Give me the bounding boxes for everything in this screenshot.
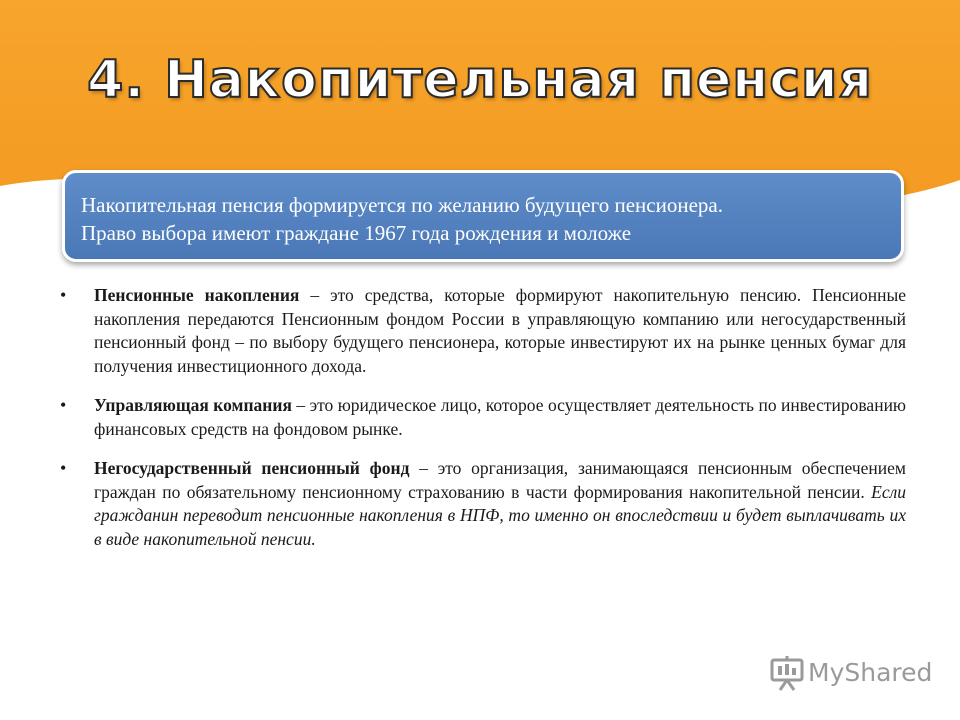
bullet-dot-icon: • — [60, 458, 67, 478]
definition-text: – это юридическое лицо, которое осуществляет деятельность по инвестированию финансовых средств на фондовом рынке. — [94, 395, 907, 439]
callout-box — [62, 170, 904, 262]
definition-note: Если гражданин переводит пенсионные накопления в НПФ, то именно он впоследствии и будет выплачивать их в виде накопительной пенсии. — [94, 481, 906, 549]
definition-pension-savings — [60, 284, 906, 378]
definition-text: – это организация, занимающаяся пенсионным обеспечением граждан по обязательному пенсионному страхованию в части формирования накопительной пенсии. — [94, 458, 906, 502]
presentation-board-icon — [770, 656, 804, 692]
watermark-text: MyShared — [808, 658, 933, 687]
bullet-dot-icon: • — [60, 395, 67, 415]
callout-line-2: Право выбора имеют граждане 1967 года рождения и моложе — [81, 221, 632, 245]
definition-text: – это средства, которые формируют накопительную пенсию. Пенсионные накопления передаются Пенсионным фондом России в управляющую компанию или негосударственный пенсионный фонд – по выбору будущего пенсионера, которые инвестируют их на рынке ценных бумаг для получения инвестиционного дохода. — [94, 285, 906, 376]
definition-management-company — [60, 394, 906, 441]
bullet-dot-icon: • — [60, 285, 67, 305]
callout-line-1: Накопительная пенсия формируется по желанию будущего пенсионера. — [81, 193, 723, 217]
definition-npf — [60, 457, 906, 551]
term: Негосударственный пенсионный фонд — [94, 458, 410, 478]
term: Пенсионные накопления — [94, 285, 300, 305]
term: Управляющая компания — [94, 395, 292, 415]
slide-title: 4. Накопительная пенсия — [87, 50, 873, 110]
definitions-list — [60, 284, 906, 551]
